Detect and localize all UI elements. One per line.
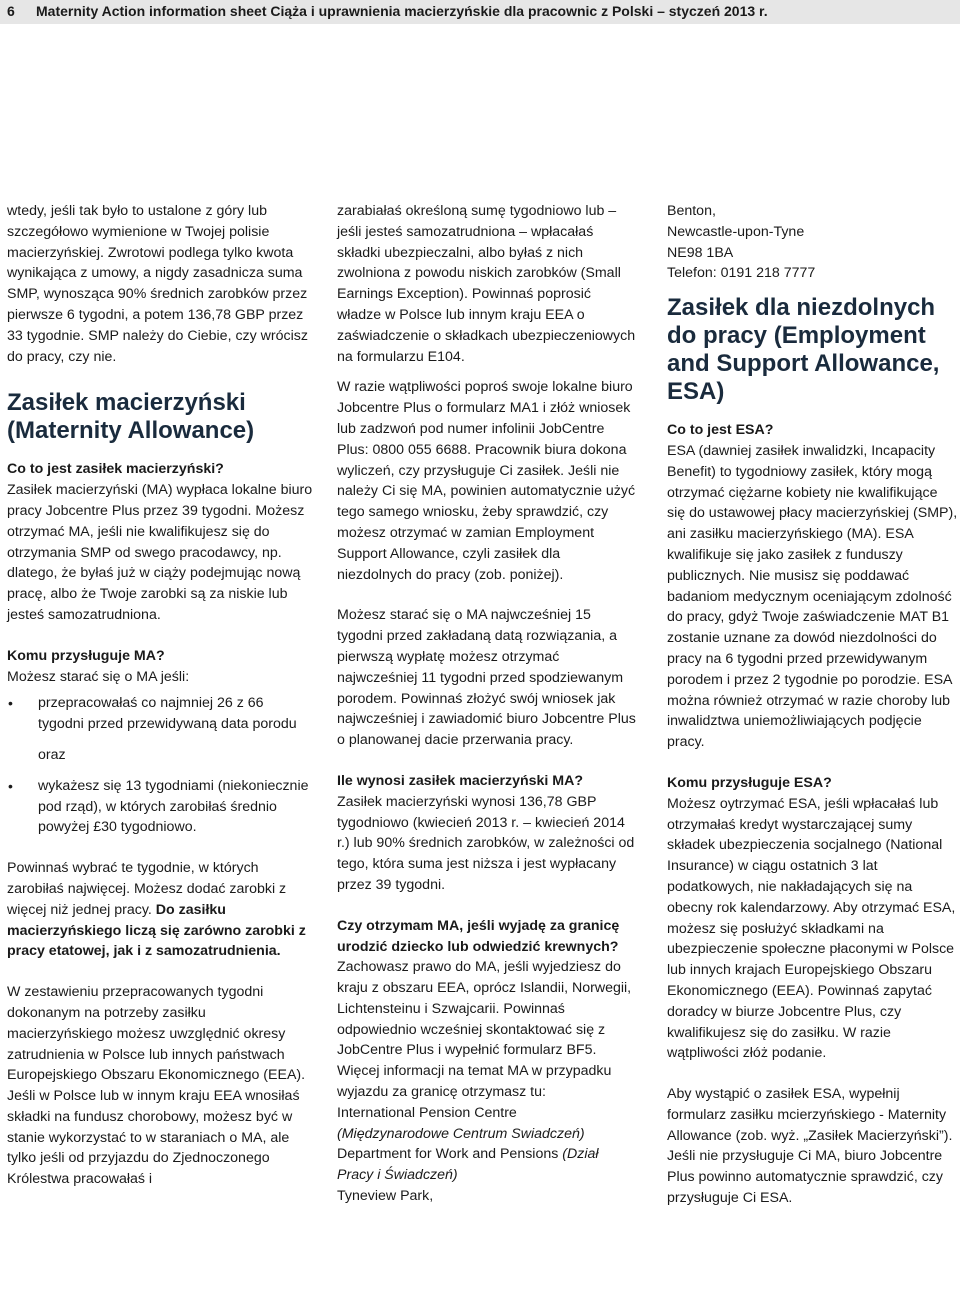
heading-esa: Zasiłek dla niezdolnych do pracy (Employment and Support Allowance, ESA) bbox=[667, 294, 940, 406]
paragraph-choose-weeks-text: Powinnaś wybrać te tygodnie, w których zarobiłaś najwięcej. Możesz dodać zarobki z więcej niż jednej pracy. bbox=[7, 860, 287, 918]
paragraph-choose-weeks-bold: Do zasiłku macierzyńskiego liczą się zarówno zarobki z pracy etatowej, jak i z samozatrudnienia. bbox=[7, 901, 306, 960]
paragraph-choose-weeks bbox=[7, 858, 313, 962]
paragraph-smp-refund: wtedy, jeśli tak było to ustalone z góry lub szczegółowo wymienione w Twojej polisie macierzyńskiej. Zwrotowi podlega tylko kwota wynikająca z umowy, a nigdy zasadnicza suma SMP, wynosząca 90% średnich zarobków przez pierwsze 6 tygodni, a potem 136,78 GBP przez 33 tygodnie. SMP należy do Ciebie, czy wrócisz do pracy, czy nie. bbox=[7, 203, 308, 365]
address-line: (Międzynarodowe Centrum Swiadczeń) bbox=[337, 1125, 585, 1142]
column-1 bbox=[7, 201, 313, 1190]
paragraph-ma-abroad: Zachowasz prawo do MA, jeśli wyjedziesz do kraju z obszaru EEA, oprócz Islandii, Norwegii, Lichtensteinu i Szwajcarii. Powinnaś odpowiednio wcześniej skontaktować się z JobCentre Plus i wypełnić formularz BF5. bbox=[337, 959, 632, 1059]
eligibility-list-2 bbox=[7, 776, 313, 838]
paragraph-esa-eligibility: Możesz oytrzymać ESA, jeśli wpłacałaś lub otrzymałaś kredyt wystarczającej sumy składek ubezpieczenia socjalnego (National Insurance) w ciągu ostatnich 3 lat podatkowych, nie nakładających się na obecny rok kalendarzowy. Aby otrzymać ESA, możesz się posłużyć składkami na ubezpieczenie społeczne płaconymi w Polsce lub innych krajach Europejskiego Obszaru Ekonomicznego (EEA). Powinnaś zapytać doradcy w biurze Jobcentre Plus, czy kwalifikujesz się do zasiłku. W razie wątpliwości złóż podanie. bbox=[667, 795, 956, 1062]
question-what-is-ma: Co to jest zasiłek macierzyński? bbox=[7, 461, 224, 478]
address-line: NE98 1BA bbox=[667, 244, 734, 261]
address-line: Tyneview Park, bbox=[337, 1188, 434, 1205]
eligibility-list-1 bbox=[7, 693, 313, 735]
list-item: • przepracowałaś co najmniej 26 z 66 tygodni przed przewidywaną data porodu bbox=[7, 693, 313, 735]
paragraph-eea-periods: W zestawieniu przepracowanych tygodni dokonanym na potrzeby zasiłku macierzyńskiego możesz uwzględnić okresy zatrudnienia w Polsce lub innych państwach Europejskiego Obszaru Ekonomicznego (EEA). Jeśli w Polsce lub w innym kraju EEA wnosiłaś składki na fundusz chorobowy, możesz być w stanie wykorzystać to w staraniach o MA, ale tylko jeśli od przyjazdu do Zjednoczonego Królestwa pracowałaś i bbox=[7, 984, 306, 1188]
question-who-qualifies-ma: Komu przysługuje MA? bbox=[7, 647, 165, 664]
address-line-part: Department for Work and Pensions bbox=[337, 1146, 563, 1163]
paragraph-esa-description: ESA (dawniej zasiłek inwalidzki, Incapacity Benefit) to tygodniowy zasiłek, który mogą otrzymać ciężarne kobiety nie kwalifikujące się do ustawowej płacy macierzyńskiej (SMP), ani zasiłku macierzyńskiego (MA). ESA kwalifikuje się jako zasiłek z funduszy publicznych. Nie musisz się poddawać badaniom medycznym oceniającym zdolność do pracy, gdyż Twoje zaświadczenie MAT B1 zostanie uznane za dowód niezdolności do pracy na 6 tygodni przed przewidywanym porodem i przez 2 tygodnie po porodzie. ESA można również otrzymać w razie choroby lub inwalidztwa uniemożliwiających podjęcie pracy. bbox=[667, 442, 958, 751]
column-2 bbox=[337, 201, 637, 1207]
paragraph-ma-amount: Zasiłek macierzyński wynosi 136,78 GBP tygodniowo (kwiecień 2013 r. – kwiecień 2014 r.) lub 90% średnich zarobków, w zależności od tego, która suma jest niższa i jest wypłacany przez 39 tygodni. bbox=[337, 793, 635, 893]
address-line: Newcastle-upon-Tyne bbox=[667, 223, 805, 240]
address-line: International Pension Centre bbox=[337, 1104, 517, 1121]
paragraph-when-to-apply: Możesz starać się o MA najwcześniej 15 tygodni przed zakładaną datą rozwiązania, a pierwszą wypłatę możesz otrzymać najwcześniej 11 tygodni przed spodziewanym porodem. Powinnaś złożyć swój wniosek jak najwcześniej i zawiadomić biuro Jobcentre Plus o planowanej dacie przerwania pracy. bbox=[337, 607, 636, 749]
address-line bbox=[337, 1144, 637, 1186]
paragraph-contributions: zarabiałaś określoną sumę tygodniowo lub – jeśli jesteś samozatrudniona – wpłacałaś składki ubezpieczalni, albo byłaś z nich zwolniona z powodu niskich zarobków (Small Earnings Exception). Powinnaś poprosić władze w Polsce lub innym kraju EEA o zaświadczenie o składkach ubezpieczeniowych na formularzu E104. bbox=[337, 203, 636, 365]
page-number: 6 bbox=[7, 3, 15, 19]
paragraph-esa-apply: Aby wystąpić o zasiłek ESA, wypełnij formularz zasiłku mcierzyńskiego - Maternity Allowance (zob. wyż. „Zasiłek Macierzyński”). Jeśli nie przysługuje Ci MA, biuro Jobcentre Plus powinno automatycznie sprawdzić, czy przysługuje Ci ESA. bbox=[667, 1086, 953, 1207]
paragraph-ma-eligibility-intro: Możesz starać się o MA jeśli: bbox=[7, 668, 190, 685]
address-line: Benton, bbox=[667, 203, 716, 219]
paragraph-more-info: Więcej informacji na temat MA w przypadku wyjazdu za granicę otrzymasz tu: bbox=[337, 1063, 612, 1101]
conjunction-oraz: oraz bbox=[38, 746, 66, 763]
address-line-part: (Dział Pracy i Świadczeń) bbox=[337, 1146, 599, 1184]
paragraph-contact-jobcentre: W razie wątpliwości poproś swoje lokalne biuro Jobcentre Plus o formularz MA1 i złóż wniosek lub zadzwoń pod numer infolinii JobCentre Plus: 0800 055 6688. Pracownik biura dokona wyliczeń, czy przysługuje Ci zasiłek. Jeśli nie należy Ci się MA, powinien automatycznie użyć tego samego wniosku, żeby sprawdzić, czy możesz otrzymać w zamian Employment Support Allowance, czyli zasiłek dla niezdolnych do pracy (zob. poniżej). bbox=[337, 379, 636, 583]
question-ma-amount: Ile wynosi zasiłek macierzyński MA? bbox=[337, 772, 584, 789]
question-who-qualifies-esa: Komu przysługuje ESA? bbox=[667, 774, 832, 791]
heading-maternity-allowance: Zasiłek macierzyński (Maternity Allowance) bbox=[7, 389, 255, 445]
page-header-bar bbox=[0, 0, 960, 24]
phone-line: Telefon: 0191 218 7777 bbox=[667, 265, 816, 282]
question-what-is-esa: Co to jest ESA? bbox=[667, 422, 774, 439]
column-3 bbox=[667, 201, 959, 1209]
paragraph-ma-description: Zasiłek macierzyński (MA) wypłaca lokalne biuro pracy Jobcentre Plus przez 39 tygodni. Możesz otrzymać MA, jeśli nie kwalifikujesz się do otrzymania SMP od swego pracodawcy, np. dlatego, że byłaś już w ciąży podejmując nową pracę, albo że Twoje zarobki są za niskie lub jesteś samozatrudniona. bbox=[7, 482, 313, 623]
list-item: • wykażesz się 13 tygodniami (niekoniecznie pod rząd), w których zarobiłaś średnio powyżej £30 tygodniowo. bbox=[7, 776, 313, 838]
header-title: Maternity Action information sheet Ciąża i uprawnienia macierzyńskie dla pracownic z Polski – styczeń 2013 r. bbox=[36, 3, 768, 19]
question-ma-abroad: Czy otrzymam MA, jeśli wyjadę za granicę urodzić dziecko lub odwiedzić krewnych? bbox=[337, 917, 620, 955]
